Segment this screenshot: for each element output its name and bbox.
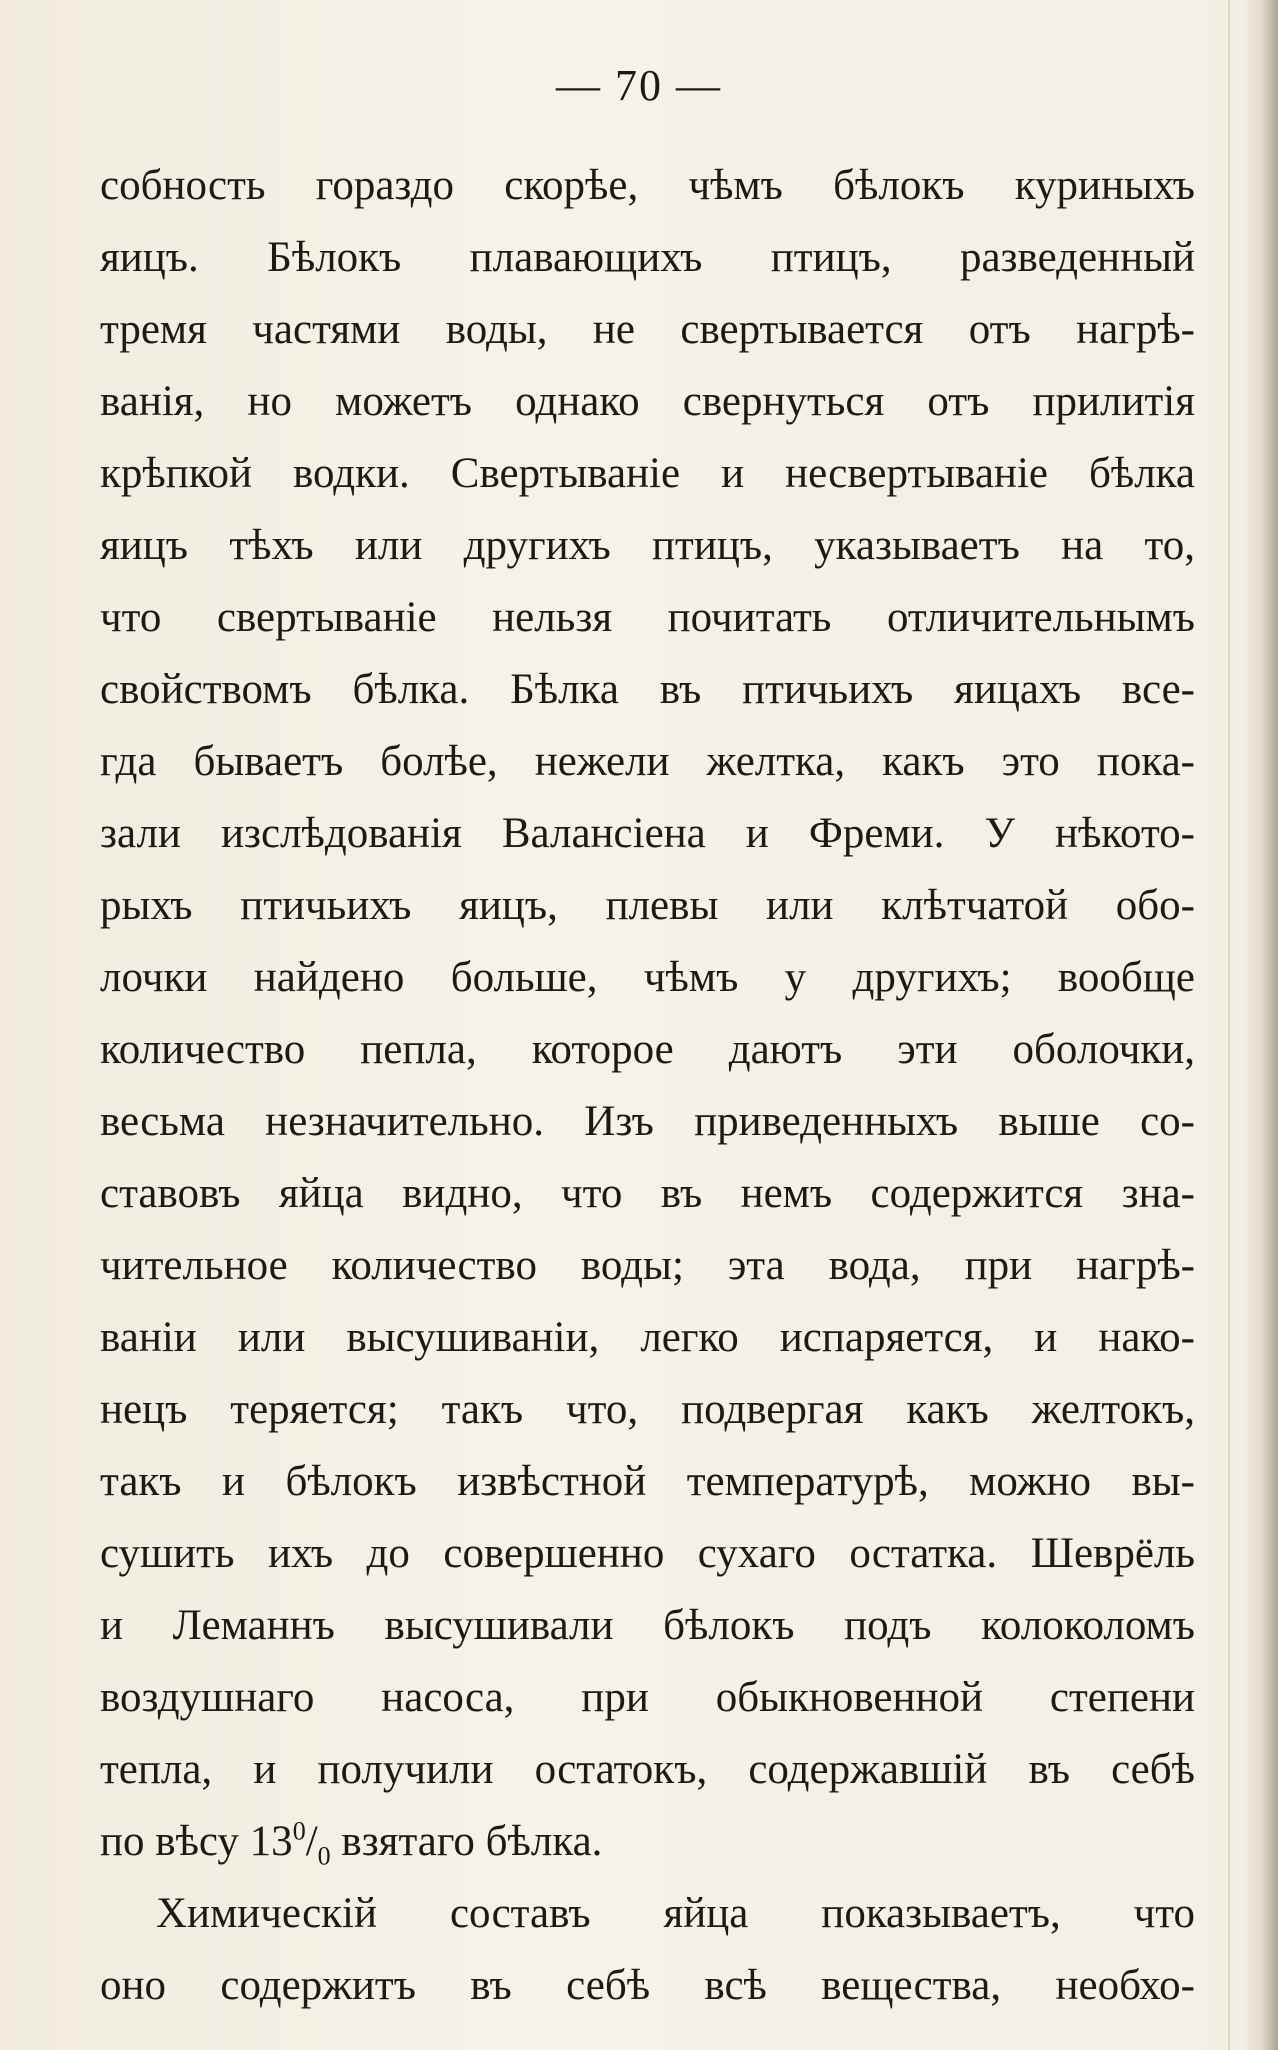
text-line: тремя частями воды, не свертывается отъ нагрѣ- [100,306,1195,353]
body-text [100,150,1195,2022]
text-line: сушить ихъ до совершенно сухаго остатка. Шеврёль [100,1530,1195,1577]
text-line: лочки найдено больше, чѣмъ у другихъ; вообще [100,954,1195,1001]
text-line: ставовъ яйца видно, что въ немъ содержится зна- [100,1170,1195,1217]
text-line: нецъ теряется; такъ что, подвергая какъ желтокъ, [100,1386,1195,1433]
text-line: крѣпкой водки. Свертываніе и несвертываніе бѣлка [100,450,1195,497]
text-line: ванія, но можетъ однако свернуться отъ прилитія [100,378,1195,425]
text-line: количество пепла, которое даютъ эти оболочки, [100,1026,1195,1073]
text-line: свойствомъ бѣлка. Бѣлка въ птичьихъ яицахъ все- [100,666,1195,713]
text-line: такъ и бѣлокъ извѣстной температурѣ, можно вы- [100,1458,1195,1505]
page-fold-line [1228,0,1230,2050]
text-line: яицъ. Бѣлокъ плавающихъ птицъ, разведенный [100,234,1195,281]
text-line: зали изслѣдованія Валансіена и Фреми. У нѣкото- [100,810,1195,857]
text-line: оно содержитъ въ себѣ всѣ вещества, необхо- [100,1962,1195,2009]
percent-line [100,1806,1195,1878]
text-line: весьма незначительно. Изъ приведенныхъ выше со- [100,1098,1195,1145]
text-line: и Леманнъ высушивали бѣлокъ подъ колоколомъ [100,1602,1195,1649]
percent-sub: 0 [317,1841,331,1871]
page-edge-shadow [1242,0,1278,2050]
percent-slash: / [305,1818,318,1865]
page-number: — 70 — [556,61,722,110]
text-line: гда бываетъ болѣе, нежели желтка, какъ это пока- [100,738,1195,785]
text-line: воздушнаго насоса, при обыкновенной степени [100,1674,1195,1721]
text-line: рыхъ птичьихъ яицъ, плевы или клѣтчатой обо- [100,882,1195,929]
text-line: собность гораздо скорѣе, чѣмъ бѣлокъ куриныхъ [100,162,1195,209]
text-line: яицъ тѣхъ или другихъ птицъ, указываетъ на то, [100,522,1195,569]
percent-line-after: взятаго бѣлка. [330,1818,603,1865]
text-line: что свертываніе нельзя почитать отличительнымъ [100,594,1195,641]
percent-sup: 0 [292,1816,306,1846]
text-line: ваніи или высушиваніи, легко испаряется, и нако- [100,1314,1195,1361]
paragraph-start-line: Химическій составъ яйца показываетъ, что [156,1890,1195,1937]
text-line: чительное количество воды; эта вода, при нагрѣ- [100,1242,1195,1289]
text-line: тепла, и получили остатокъ, содержавшій въ себѣ [100,1746,1195,1793]
percent-line-before: по вѣсу 13 [100,1818,293,1865]
